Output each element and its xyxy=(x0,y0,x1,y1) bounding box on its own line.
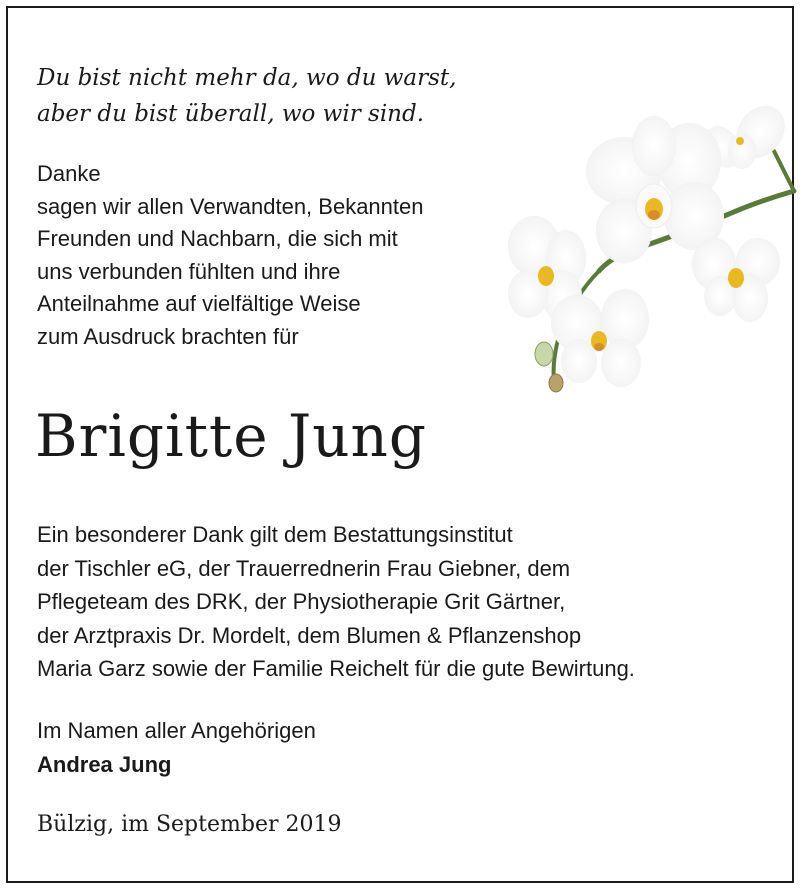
memorial-quote xyxy=(37,60,456,132)
special-thanks-paragraph xyxy=(37,518,635,686)
quote-line-1: Du bist nicht mehr da, wo du warst, xyxy=(37,65,457,91)
special-thanks-line: der Tischler eG, der Trauerrednerin Frau Giebner, dem xyxy=(37,555,571,581)
place-date: Bülzig, im September 2019 xyxy=(37,812,342,837)
special-thanks-line: Pflegeteam des DRK, der Physiotherapie Grit Gärtner, xyxy=(37,589,566,614)
signature-intro: Im Namen aller Angehörigen xyxy=(37,718,316,743)
thanks-line: uns verbunden fühlten und ihre xyxy=(37,258,341,284)
thanks-paragraph xyxy=(37,158,423,353)
quote-line-2: aber du bist überall, wo wir sind. xyxy=(37,101,425,127)
thanks-line: sagen wir allen Verwandten, Bekannten xyxy=(37,193,424,219)
special-thanks-line: der Arztpraxis Dr. Mordelt, dem Blumen & Pflanzenshop xyxy=(37,622,582,648)
obituary-card xyxy=(6,6,794,883)
thanks-line: Danke xyxy=(37,161,101,186)
signature-name: Andrea Jung xyxy=(37,752,172,777)
special-thanks-line: Ein besonderer Dank gilt dem Bestattungsinstitut xyxy=(37,522,513,547)
white-orchid-icon xyxy=(504,96,800,396)
special-thanks-line: Maria Garz sowie der Familie Reichelt für die gute Bewirtung. xyxy=(37,656,635,681)
thanks-line: Freunden und Nachbarn, die sich mit xyxy=(37,226,398,251)
thanks-line: Anteilnahme auf vielfältige Weise xyxy=(37,291,361,316)
deceased-name: Brigitte Jung xyxy=(35,402,428,470)
thanks-line: zum Ausdruck brachten für xyxy=(37,323,299,349)
